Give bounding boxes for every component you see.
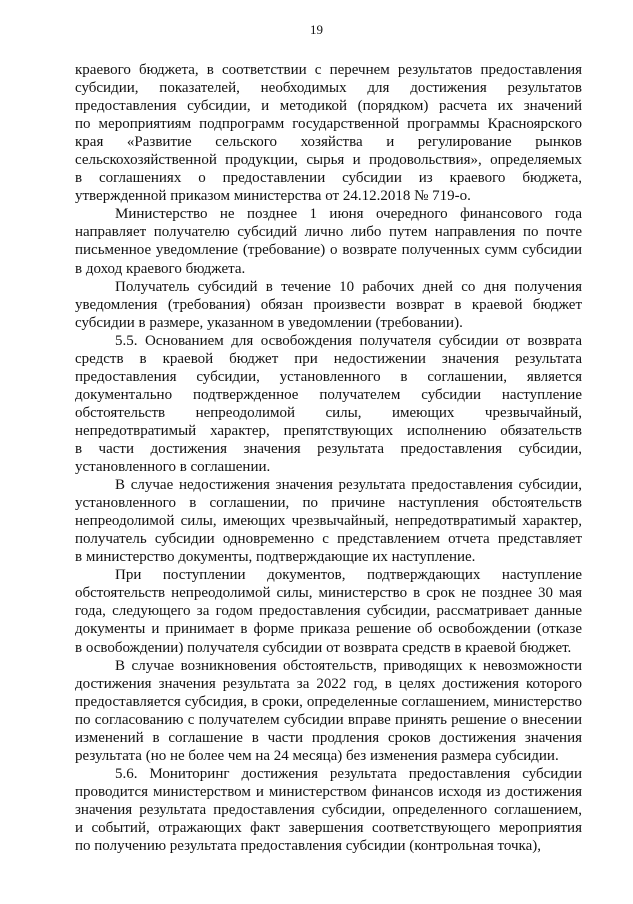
paragraph: [75, 657, 582, 765]
text-line: непредотвратимый характер, препятствующих исполнению обязательств: [75, 422, 582, 439]
paragraph: [75, 205, 582, 277]
text-line: утвержденной приказом министерства от 24.12.2018 № 719-о.: [75, 188, 471, 205]
text-line: краевого бюджета, в соответствии с перечнем результатов предоставления: [75, 62, 582, 78]
text-line: обстоятельств непреодолимой силы, имеющих чрезвычайный,: [75, 404, 582, 421]
text-line: установленного в соглашении, по причине наступления обстоятельств: [75, 495, 582, 512]
text-line: При поступлении документов, подтверждающих наступление: [115, 567, 582, 584]
text-line: 5.5. Основанием для освобождения получателя субсидии от возврата: [115, 332, 582, 349]
paragraph: [75, 765, 582, 855]
paragraph: [75, 332, 582, 476]
text-line: предоставления субсидии, установленного в соглашении, является: [75, 368, 582, 385]
text-line: 5.6. Мониторинг достижения результата предоставления субсидии: [115, 765, 582, 782]
text-line: В случае возникновения обстоятельств, приводящих к невозможности: [115, 657, 582, 674]
text-line: проводится министерством и министерством финансов исходя из достижения: [75, 783, 582, 800]
text-line: уведомления (требования) обязан произвести возврат в краевой бюджет: [75, 296, 582, 313]
text-line: по мероприятиям подпрограмм государственной программы Красноярского: [75, 116, 582, 133]
page-number: 19: [310, 22, 323, 37]
text-line: достижения значения результата за 2022 год, в целях достижения которого: [75, 675, 582, 692]
text-line: в соглашениях о предоставлении субсидии из краевого бюджета,: [75, 170, 582, 187]
text-line: результата (но не более чем на 24 месяца) без изменения размера субсидии.: [75, 747, 559, 764]
document-body: [75, 61, 582, 855]
text-line: получатель субсидии одновременно с представлением отчета представляет: [75, 531, 582, 548]
text-line: В случае недостижения значения результата предоставления субсидии,: [115, 477, 582, 494]
text-line: года, следующего за годом предоставления субсидии, рассматривает данные: [75, 603, 582, 620]
text-line: непреодолимой силы, имеющих чрезвычайный, непредотвратимый характер,: [75, 513, 582, 530]
text-line: и событий, отражающих факт завершения соответствующего мероприятия: [75, 819, 582, 836]
text-line: направляет получателю субсидий лично либо путем направления по почте: [75, 224, 582, 241]
text-line: Получатель субсидий в течение 10 рабочих дней со дня получения: [115, 278, 582, 295]
paragraph: [75, 61, 582, 205]
text-line: по согласованию с получателем субсидии вправе принять решение о внесении: [75, 711, 582, 728]
paragraph: [75, 278, 582, 332]
paragraph: [75, 476, 582, 566]
text-line: документально подтвержденное получателем субсидии наступление: [75, 386, 582, 403]
text-line: сельскохозяйственной продукции, сырья и продовольствия», определяемых: [75, 152, 582, 169]
text-line: края «Развитие сельского хозяйства и регулирование рынков: [75, 134, 582, 151]
text-line: по получению результата предоставления субсидии (контрольная точка),: [75, 838, 542, 855]
text-line: субсидии в размере, указанном в уведомлении (требовании).: [75, 314, 463, 331]
text-line: предоставляется субсидия, в сроки, определенные соглашением, министерство: [75, 693, 582, 710]
text-line: в министерство документы, подтверждающие их наступление.: [75, 549, 476, 566]
text-line: значения результата предоставления субсидии, определенного соглашением,: [75, 801, 582, 818]
text-line: в части достижения значения результата предоставления субсидии,: [75, 440, 582, 457]
text-line: письменное уведомление (требование) о возврате полученных сумм субсидии: [75, 242, 582, 259]
text-line: в освобождении) получателя субсидии от возврата средств в краевой бюджет.: [75, 639, 572, 656]
text-line: документы и принимает в форме приказа решение об освобождении (отказе: [75, 621, 582, 638]
text-line: изменений в соглашение в части продления сроков достижения значения: [75, 729, 582, 746]
text-line: в доход краевого бюджета.: [75, 260, 246, 277]
text-line: Министерство не позднее 1 июня очередного финансового года: [115, 206, 582, 223]
text-line: обстоятельств непреодолимой силы, министерство в срок не позднее 30 мая: [75, 585, 582, 602]
text-line: субсидии, показателей, необходимых для достижения результатов: [75, 80, 582, 97]
text-line: средств в краевой бюджет при недостижении значения результата: [75, 350, 582, 367]
paragraph: [75, 566, 582, 656]
text-line: установленного в соглашении.: [75, 459, 271, 476]
text-line: предоставления субсидии, и методикой (порядком) расчета их значений: [75, 98, 582, 115]
